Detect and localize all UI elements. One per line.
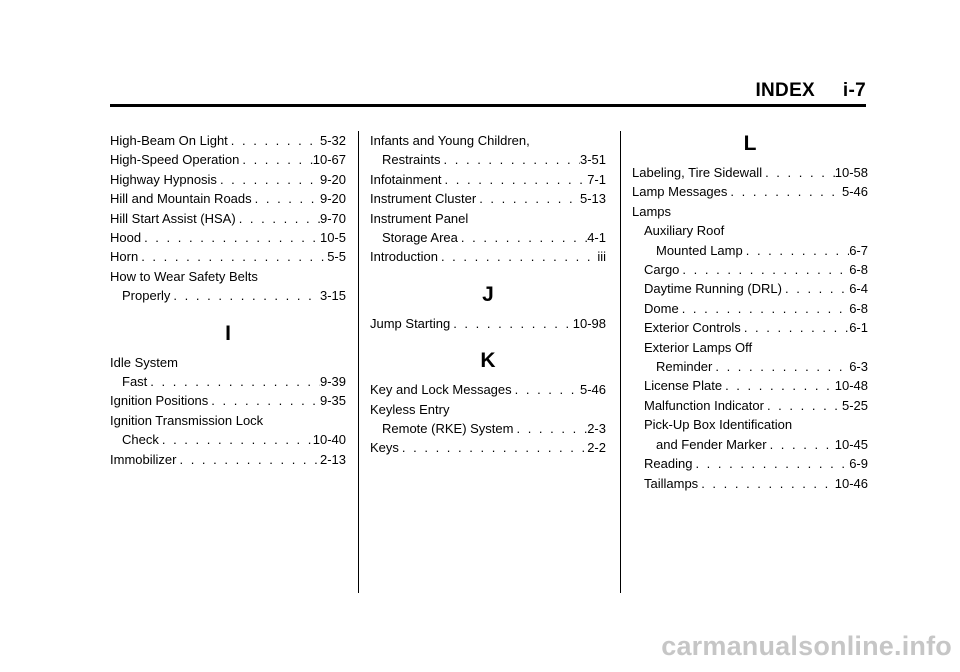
index-entry: [370, 380, 606, 399]
entry-page-number: 4-1: [587, 230, 606, 246]
section-letter: K: [480, 349, 496, 373]
dot-leader: [159, 430, 313, 449]
index-heading: Auxiliary Roof: [644, 223, 725, 239]
entry-label: Keys: [370, 440, 399, 456]
entry-label: Exterior Controls: [644, 320, 741, 336]
index-column-3: [632, 131, 868, 493]
entry-page-number: 5-5: [327, 249, 346, 265]
section-letter: L: [743, 132, 757, 155]
entry-page-number: 10-45: [834, 436, 868, 452]
index-entry: [370, 247, 606, 266]
dot-leader: [727, 182, 842, 201]
entry-page-number: 6-4: [849, 281, 868, 297]
dot-leader: [513, 419, 587, 438]
index-heading: Exterior Lamps Off: [644, 339, 753, 355]
entry-label: Fast: [122, 374, 148, 390]
entry-label: Properly: [122, 288, 171, 304]
index-heading: Pick-Up Box Identification: [644, 417, 793, 433]
entry-label: Mounted Lamp: [656, 242, 743, 258]
entry-label: Horn: [110, 249, 139, 265]
dot-leader: [438, 247, 597, 266]
entry-label: Restraints: [382, 152, 441, 168]
entry-page-number: 10-48: [834, 378, 868, 394]
index-entry: [632, 260, 868, 279]
entry-label: High-Beam On Light: [110, 133, 228, 148]
dot-leader: [512, 380, 580, 399]
entry-page-number: 9-39: [319, 374, 346, 390]
entry-page-number: 6-8: [849, 300, 868, 316]
index-entry: [110, 391, 346, 410]
dot-leader: [239, 150, 312, 169]
dot-leader: [176, 450, 320, 469]
entry-label: High-Speed Operation: [110, 152, 240, 168]
entry-page-number: 10-58: [834, 165, 868, 180]
dot-leader: [399, 438, 587, 457]
index-heading: Lamps: [632, 203, 672, 219]
entry-label: Malfunction Indicator: [644, 397, 764, 413]
index-entry: [110, 247, 346, 266]
entry-label: Reminder: [656, 359, 713, 375]
section-letter: J: [482, 282, 494, 306]
column-divider: [358, 131, 359, 593]
entry-page-number: 6-8: [849, 262, 868, 278]
index-entry: [110, 150, 346, 169]
entry-label: Hill and Mountain Roads: [110, 191, 252, 207]
entry-page-number: 2-13: [319, 451, 346, 467]
dot-leader: [476, 189, 580, 208]
dot-leader: [767, 435, 835, 454]
entry-page-number: 10-46: [834, 475, 868, 491]
page-title: INDEX i-7: [755, 80, 866, 101]
entry-page-number: 6-1: [849, 320, 868, 336]
dot-leader: [217, 170, 320, 189]
index-heading: Infants and Young Children,: [370, 133, 530, 148]
index-entry: [110, 372, 346, 391]
index-entry: [370, 314, 606, 333]
dot-leader: [170, 286, 320, 305]
entry-page-number: 2-2: [587, 440, 606, 456]
index-entry: [110, 170, 346, 189]
dot-leader: [712, 357, 849, 376]
entry-page-number: 7-1: [587, 171, 606, 187]
dot-leader: [138, 247, 327, 266]
index-entry: [632, 299, 868, 318]
dot-leader: [141, 228, 320, 247]
index-heading: Idle System: [110, 354, 178, 370]
index-entry: [110, 450, 346, 469]
index-entry: [110, 209, 346, 228]
dot-leader: [252, 189, 320, 208]
index-column-2: [370, 131, 606, 458]
index-entry: [632, 182, 868, 201]
entry-label: Storage Area: [382, 230, 458, 246]
entry-page-number: 9-20: [319, 171, 346, 187]
dot-leader: [679, 260, 849, 279]
entry-label: Daytime Running (DRL): [644, 281, 782, 297]
entry-label: License Plate: [644, 378, 723, 394]
entry-label: Taillamps: [644, 475, 699, 491]
entry-page-number: 9-35: [319, 393, 346, 409]
entry-page-number: 3-51: [579, 152, 606, 168]
index-entry: [632, 435, 868, 454]
index-heading: Ignition Transmission Lock: [110, 412, 264, 428]
index-entry: [632, 318, 868, 337]
dot-leader: [743, 241, 849, 260]
entry-label: Key and Lock Messages: [370, 382, 512, 398]
entry-page-number: 5-46: [579, 382, 606, 398]
index-entry: [110, 131, 346, 150]
index-entry: [370, 419, 606, 438]
index-entry: [632, 279, 868, 298]
entry-page-number: 5-46: [841, 184, 868, 200]
index-heading: How to Wear Safety Belts: [110, 268, 258, 284]
index-entry: [632, 357, 868, 376]
entry-label: Hill Start Assist (HSA): [110, 210, 236, 226]
entry-page-number: 6-7: [849, 242, 868, 258]
index-entry: [370, 150, 606, 169]
index-entry: [632, 163, 868, 182]
entry-label: Jump Starting: [370, 315, 451, 331]
index-heading: Keyless Entry: [370, 401, 450, 417]
entry-label: Dome: [644, 300, 679, 316]
index-column-1: [110, 131, 346, 469]
index-entry: [370, 170, 606, 189]
dot-leader: [228, 131, 320, 150]
dot-leader: [764, 396, 842, 415]
index-entry: [370, 228, 606, 247]
entry-page-number: 5-32: [319, 133, 346, 148]
dot-leader: [458, 228, 587, 247]
entry-page-number: 5-13: [579, 191, 606, 207]
entry-label: Introduction: [370, 249, 438, 265]
entry-label: Reading: [644, 456, 693, 472]
entry-page-number: 10-98: [572, 315, 606, 331]
entry-page-number: 10-40: [312, 432, 346, 448]
index-entry: [370, 438, 606, 457]
dot-leader: [441, 150, 580, 169]
dot-leader: [722, 376, 835, 395]
dot-leader: [762, 163, 835, 182]
entry-page-number: 5-25: [841, 397, 868, 413]
entry-label: Hood: [110, 230, 142, 246]
entry-label: Lamp Messages: [632, 184, 728, 200]
entry-page-number: 6-3: [849, 359, 868, 375]
entry-page-number: 10-67: [312, 152, 346, 168]
index-entry: [632, 376, 868, 395]
entry-page-number: 9-70: [319, 210, 346, 226]
entry-label: Infotainment: [370, 171, 442, 187]
index-entry: [632, 454, 868, 473]
index-entry: [110, 430, 346, 449]
index-entry: [632, 474, 868, 493]
dot-leader: [442, 170, 588, 189]
entry-label: Immobilizer: [110, 451, 177, 467]
entry-label: Check: [122, 432, 159, 448]
column-divider: [620, 131, 621, 593]
entry-label: Ignition Positions: [110, 393, 209, 409]
index-entry: [632, 396, 868, 415]
entry-label: Instrument Cluster: [370, 191, 477, 207]
watermark: carmanualsonline.info: [661, 631, 952, 661]
entry-label: and Fender Marker: [656, 436, 767, 452]
dot-leader: [679, 299, 850, 318]
page-header: [110, 78, 866, 107]
index-entry: [110, 189, 346, 208]
entry-label: Highway Hypnosis: [110, 171, 217, 187]
entry-page-number: 2-3: [587, 421, 606, 437]
entry-page-number: 10-5: [319, 230, 346, 246]
entry-page-number: iii: [597, 249, 606, 265]
dot-leader: [450, 314, 573, 333]
dot-leader: [698, 474, 835, 493]
index-entry: [110, 228, 346, 247]
entry-label: Labeling, Tire Sidewall: [632, 165, 763, 180]
index-entry: [370, 189, 606, 208]
index-entry: [110, 286, 346, 305]
dot-leader: [208, 391, 320, 410]
dot-leader: [236, 209, 320, 228]
dot-leader: [692, 454, 849, 473]
entry-page-number: 6-9: [849, 456, 868, 472]
entry-label: Cargo: [644, 262, 680, 278]
entry-label: Remote (RKE) System: [382, 421, 514, 437]
section-letter: I: [225, 321, 231, 345]
dot-leader: [147, 372, 320, 391]
index-heading: Instrument Panel: [370, 210, 469, 226]
dot-leader: [782, 279, 849, 298]
dot-leader: [741, 318, 849, 337]
index-entry: [632, 241, 868, 260]
entry-page-number: 3-15: [319, 288, 346, 304]
entry-page-number: 9-20: [319, 191, 346, 207]
